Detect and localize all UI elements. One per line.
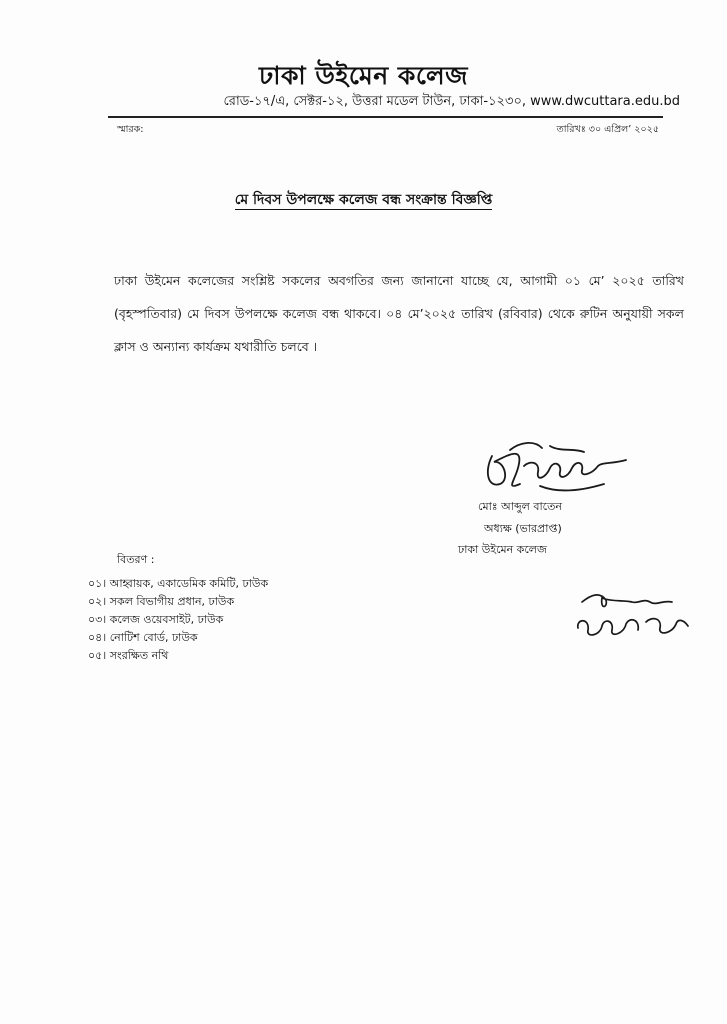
distribution-item: ০৩। কলেজ ওয়েবসাইট, ঢাউক	[88, 613, 224, 626]
signatory-designation: অধ্যক্ষ (ভারপ্রাপ্ত)	[484, 522, 562, 535]
header-divider	[108, 116, 663, 118]
college-name-heading: ঢাকা উইমেন কলেজ	[259, 61, 468, 90]
distribution-item: ০৪। নোটিশ বোর্ড, ঢাউক	[88, 631, 198, 644]
signatory-name: মোঃ আব্দুল বাতেন	[478, 500, 562, 513]
notice-subject-text: মে দিবস উপলক্ষে কলেজ বন্ধ সংক্রান্ত বিজ্ঞপ্তি	[234, 192, 493, 208]
principal-signature	[480, 438, 630, 500]
distribution-item: ০২। সকল বিভাগীয় প্রধান, ঢাউক	[88, 595, 235, 608]
distribution-list	[88, 575, 268, 665]
signatory-organization: ঢাকা উইমেন কলেজ	[458, 543, 547, 556]
notice-body: ঢাকা উইমেন কলেজের সংশ্লিষ্ট সকলের অবগতির জন্য জানানো যাচ্ছে যে, আগামী ০১ মে’ ২০২৫ তারিখ (বৃহস্পতিবার) মে দিবস উপলক্ষে কলেজ বন্ধ থাকবে। ০৪ মে’২০২৫ তারিখ (রবিবার) থেকে রুটিন অনুযায়ী সকল ক্লাস ও অন্যান্য কার্যক্রম যথারীতি চলবে ।	[114, 273, 684, 354]
distribution-heading: বিতরণ :	[117, 553, 155, 566]
college-address: রোড-১৭/এ, সেক্টর-১২, উত্তরা মডেল টাউন, ঢাকা-১২৩০, www.dwcuttara.edu.bd	[223, 94, 680, 109]
handwritten-initial	[572, 588, 692, 644]
memo-label: স্মারক:	[117, 124, 144, 135]
distribution-item: ০৫। সংরক্ষিত নথি	[88, 649, 169, 662]
notice-date: তারিখঃ ৩০ এপ্রিল’ ২০২৫	[556, 124, 659, 135]
notice-subject	[0, 188, 727, 212]
distribution-item: ০১। আহ্বায়ক, একাডেমিক কমিটি, ঢাউক	[88, 577, 269, 590]
